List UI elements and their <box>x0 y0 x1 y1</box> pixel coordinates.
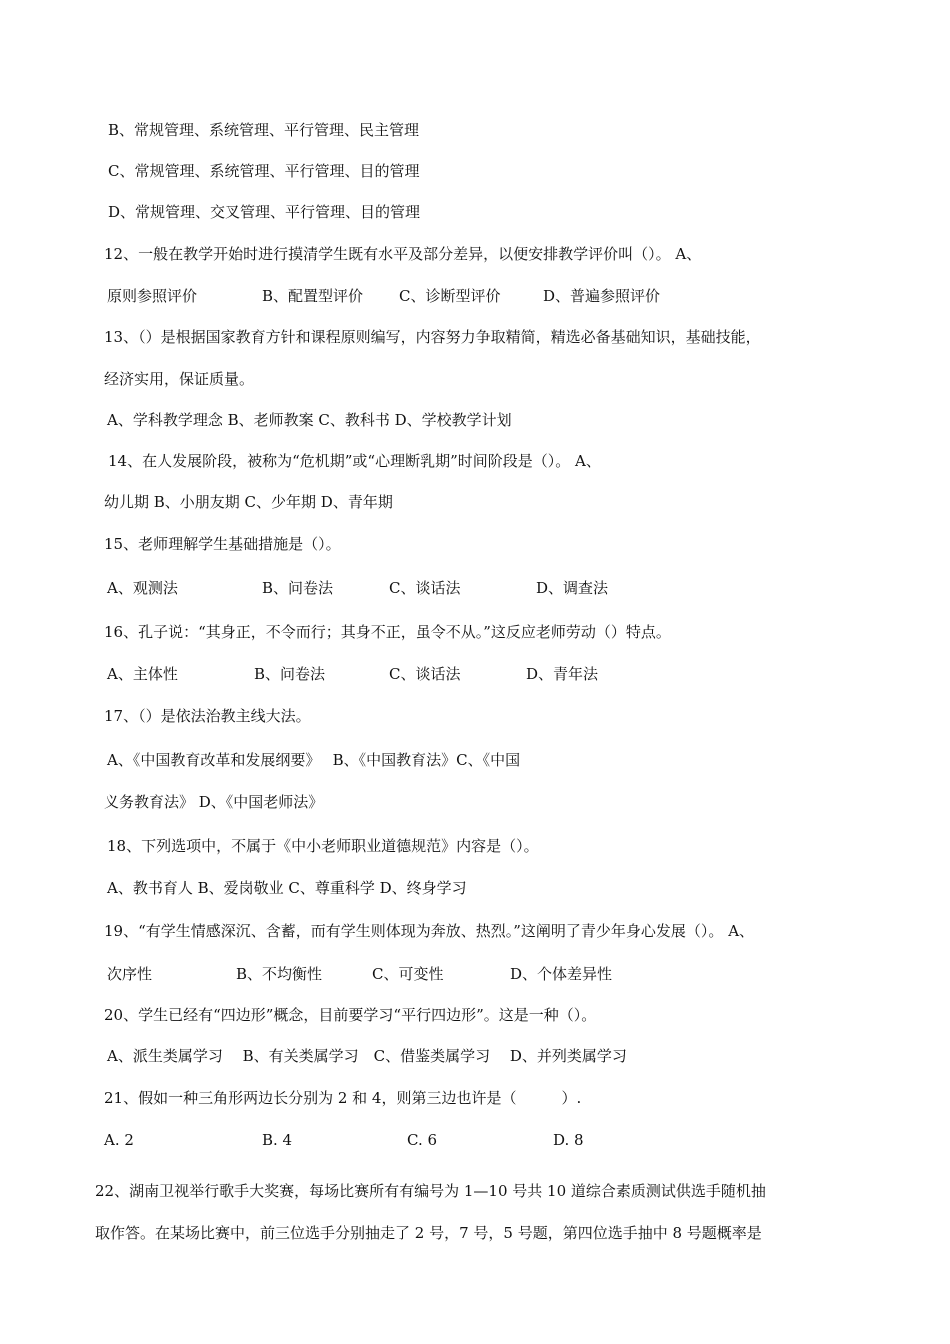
question-22-cont: 取作答。在某场比赛中，前三位选手分别抽走了 2 号，7 号，5 号题，第四位选手抽中 8 号题概率是 <box>95 1224 762 1242</box>
q14-options: 幼儿期 B、小朋友期 C、少年期 D、青年期 <box>104 493 393 511</box>
q19-option-d: D、个体差异性 <box>510 965 613 983</box>
q19-option-a: 次序性 <box>107 965 153 983</box>
q20-options: A、派生类属学习 B、有关类属学习 C、借鉴类属学习 D、并列类属学习 <box>107 1047 627 1065</box>
q19-option-b: B、不均衡性 <box>236 965 323 983</box>
question-13-cont: 经济实用，保证质量。 <box>104 370 255 388</box>
q16-option-d: D、青年法 <box>526 665 599 683</box>
q12-option-b: B、配置型评价 <box>262 287 364 305</box>
question-20: 20、学生已经有“四边形”概念，目前要学习“平行四边形”。这是一种（）。 <box>104 1006 597 1024</box>
q19-option-c: C、可变性 <box>372 965 444 983</box>
q15-option-b: B、问卷法 <box>262 579 334 597</box>
q12-option-d: D、普遍参照评价 <box>543 287 661 305</box>
q21-option-d: D. 8 <box>553 1131 584 1149</box>
q12-option-a: 原则参照评价 <box>107 287 198 305</box>
q16-option-a: A、主体性 <box>107 665 178 683</box>
q17-options: A、《中国教育改革和发展纲要》 B、《中国教育法》C、《中国 <box>107 751 521 769</box>
q11-option-b: B、常规管理、系统管理、平行管理、民主管理 <box>108 121 420 139</box>
q11-option-d: D、常规管理、交叉管理、平行管理、目的管理 <box>108 203 421 221</box>
q17-options-cont: 义务教育法》 D、《中国老师法》 <box>104 793 324 811</box>
q21-option-b: B. 4 <box>262 1131 293 1149</box>
q16-option-c: C、谈话法 <box>389 665 461 683</box>
question-14: 14、在人发展阶段，被称为“危机期”或“心理断乳期”时间阶段是（）。 A、 <box>108 452 601 470</box>
q21-option-c: C. 6 <box>407 1131 438 1149</box>
question-18: 18、下列选项中，不属于《中小老师职业道德规范》内容是（）。 <box>107 837 539 855</box>
q18-options: A、教书育人 B、爱岗敬业 C、尊重科学 D、终身学习 <box>107 879 467 897</box>
question-21: 21、假如一种三角形两边长分别为 2 和 4，则第三边也许是（ ）. <box>104 1089 582 1107</box>
question-19: 19、“有学生情感深沉、含蓄，而有学生则体现为奔放、热烈。”这阐明了青少年身心发展（）。 A、 <box>104 922 755 940</box>
q12-option-c: C、诊断型评价 <box>399 287 501 305</box>
q15-option-a: A、观测法 <box>107 579 178 597</box>
question-22: 22、湖南卫视举行歌手大奖赛，每场比赛所有有编号为 1—10 号共 10 道综合素质测试供选手随机抽 <box>95 1182 766 1200</box>
q16-option-b: B、问卷法 <box>254 665 326 683</box>
q15-option-c: C、谈话法 <box>389 579 461 597</box>
q15-option-d: D、调查法 <box>536 579 609 597</box>
q21-option-a: A. 2 <box>104 1131 134 1149</box>
question-16: 16、孔子说：“其身正，不令而行；其身不正，虽令不从。”这反应老师劳动（）特点。 <box>104 623 671 641</box>
question-17: 17、（）是依法治教主线大法。 <box>104 707 311 725</box>
q11-option-c: C、常规管理、系统管理、平行管理、目的管理 <box>108 162 420 180</box>
question-13: 13、（）是根据国家教育方针和课程原则编写，内容努力争取精简，精选必备基础知识，基础技能， <box>104 328 761 346</box>
q13-options: A、学科教学理念 B、老师教案 C、教科书 D、学校教学计划 <box>107 411 512 429</box>
question-15: 15、老师理解学生基础措施是（）。 <box>104 535 341 553</box>
question-12: 12、一般在教学开始时进行摸清学生既有水平及部分差异，以便安排教学评价叫（）。 A、 <box>104 245 702 263</box>
